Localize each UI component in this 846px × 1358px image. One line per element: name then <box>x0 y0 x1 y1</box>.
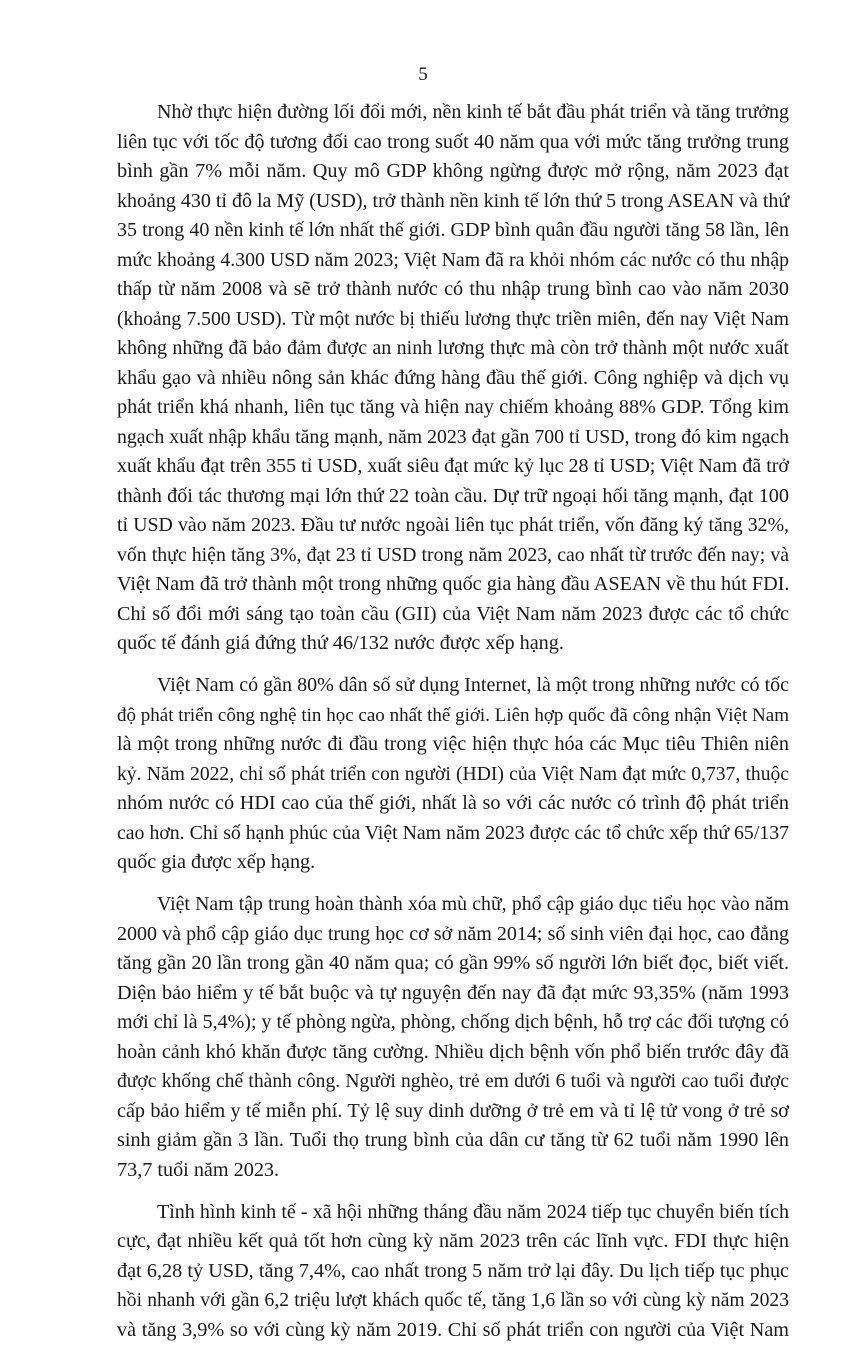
text-line: xuất khẩu đạt trên 355 tỉ USD, xuất siêu đạt mức kỷ lục 28 tỉ USD; Việt Nam đã trở <box>117 455 789 477</box>
text-line: thấp từ năm 2008 và sẽ trở thành nước có thu nhập trung bình cao vào năm 2030 <box>117 278 789 300</box>
paragraph-2 <box>117 671 789 878</box>
text-line: vốn thực hiện tăng 3%, đạt 23 tỉ USD trong năm 2023, cao nhất từ trước đến nay; và <box>117 543 789 566</box>
paragraph-1 <box>117 98 789 659</box>
text-line: Việt Nam tập trung hoàn thành xóa mù chữ, phổ cập giáo dục tiểu học vào năm <box>157 893 789 915</box>
text-line: cấp bảo hiểm y tế miễn phí. Tỷ lệ suy dinh dưỡng ở trẻ em và tỉ lệ tử vong ở trẻ sơ <box>117 1099 789 1122</box>
text-line: Chỉ số đổi mới sáng tạo toàn cầu (GII) của Việt Nam năm 2023 được các tổ chức <box>117 602 789 625</box>
text-line: khẩu gạo và nhiều nông sản khác đứng hàng đầu thế giới. Công nghiệp và dịch vụ <box>117 366 789 389</box>
text-line: 2000 và phổ cập giáo dục trung học cơ sở năm 2014; số sinh viên đại học, cao đẳng <box>117 922 789 945</box>
text-line: là một trong những nước đi đầu trong việc hiện thực hóa các Mục tiêu Thiên niên <box>117 733 789 755</box>
text-line: tăng gần 20 lần trong gần 40 năm qua; có gần 99% số người lớn biết đọc, biết viết. <box>117 952 789 974</box>
text-line: cao hơn. Chỉ số hạnh phúc của Việt Nam năm 2023 được các tổ chức xếp thứ 65/137 <box>117 821 789 844</box>
text-line: không những đã bảo đảm được an ninh lương thực mà còn trở thành một nước xuất <box>117 337 789 359</box>
text-line: độ phát triển công nghệ tin học cao nhất thế giới. Liên hợp quốc đã công nhận Việt Nam <box>117 704 789 726</box>
text-line: hồi nhanh với gần 6,2 triệu lượt khách quốc tế, tăng 1,6 lần so với cùng kỳ năm 2023 <box>117 1290 789 1311</box>
paragraph-4 <box>117 1198 789 1346</box>
text-line: 35 trong 40 nền kinh tế lớn nhất thế giới. GDP bình quân đầu người tăng 58 lần, lên <box>117 219 789 241</box>
text-line: Nhờ thực hiện đường lối đổi mới, nền kinh tế bắt đầu phát triển và tăng trưởng <box>157 101 789 123</box>
text-line: (khoảng 7.500 USD). Từ một nước bị thiếu lương thực triền miên, đến nay Việt Nam <box>117 308 789 330</box>
text-line: nhóm nước có HDI cao của thế giới, nhất là so với các nước có trình độ phát triển <box>117 792 789 814</box>
text-line: khoảng 430 tỉ đô la Mỹ (USD), trở thành nền kinh tế lớn thứ 5 trong ASEAN và thứ <box>117 189 790 212</box>
text-line: liên tục với tốc độ tương đối cao trong suốt 40 năm qua với mức tăng trưởng trung <box>117 130 789 153</box>
text-line: đạt 6,28 tỷ USD, tăng 7,4%, cao nhất trong 5 năm trở lại đây. Du lịch tiếp tục phục <box>117 1259 789 1282</box>
text-line: mới chỉ là 5,4%); y tế phòng ngừa, phòng, chống dịch bệnh, hỗ trợ các đối tượng có <box>117 1011 789 1033</box>
text-line: được khống chế thành công. Người nghèo, trẻ em dưới 6 tuổi và người cao tuổi được <box>117 1071 789 1092</box>
text-line: kỷ. Năm 2022, chỉ số phát triển con người (HDI) của Việt Nam đạt mức 0,737, thuộc <box>117 763 789 785</box>
text-line: 73,7 tuổi năm 2023. <box>117 1158 280 1181</box>
text-line: và tăng 3,9% so với cùng kỳ năm 2019. Chỉ số phát triển con người của Việt Nam <box>117 1318 789 1341</box>
text-line: Việt Nam có gần 80% dân số sử dụng Internet, là một trong những nước có tốc <box>157 674 789 696</box>
text-line: cực, đạt nhiều kết quả tốt hơn cùng kỳ năm 2023 trên các lĩnh vực. FDI thực hiện <box>117 1230 789 1252</box>
text-line: quốc tế đánh giá đứng thứ 46/132 nước được xếp hạng. <box>117 632 564 654</box>
text-line: thành đối tác thương mại lớn thứ 22 toàn cầu. Dự trữ ngoại hối tăng mạnh, đạt 100 <box>117 484 789 507</box>
text-line: sinh giảm gần 3 lần. Tuổi thọ trung bình của dân cư tăng từ 62 tuổi năm 1990 lên <box>117 1129 789 1151</box>
paragraph-3 <box>117 890 789 1185</box>
text-line: ngạch xuất nhập khẩu tăng mạnh, năm 2023 đạt gần 700 tỉ USD, trong đó kim ngạch <box>117 425 789 448</box>
page-number: 5 <box>418 64 428 85</box>
text-line: Diện bảo hiểm y tế bắt buộc và tự nguyện đến nay đã đạt mức 93,35% (năm 1993 <box>117 981 789 1004</box>
text-line: Việt Nam đã trở thành một trong những quốc gia hàng đầu ASEAN về thu hút FDI. <box>117 573 790 595</box>
text-line: tỉ USD vào năm 2023. Đầu tư nước ngoài liên tục phát triển, vốn đăng ký tăng 32%, <box>117 514 789 536</box>
text-line: hoàn cảnh khó khăn được tăng cường. Nhiều dịch bệnh vốn phổ biến trước đây đã <box>117 1040 789 1063</box>
text-line: Tình hình kinh tế - xã hội những tháng đầu năm 2024 tiếp tục chuyển biến tích <box>157 1200 789 1223</box>
text-line: bình gần 7% mỗi năm. Quy mô GDP không ngừng được mở rộng, năm 2023 đạt <box>117 160 789 182</box>
text-line: phát triển khá nhanh, liên tục tăng và hiện nay chiếm khoảng 88% GDP. Tổng kim <box>117 396 789 418</box>
text-line: quốc gia được xếp hạng. <box>117 851 316 873</box>
document-body <box>117 98 789 1358</box>
text-line: mức khoảng 4.300 USD năm 2023; Việt Nam đã ra khỏi nhóm các nước có thu nhập <box>117 248 789 271</box>
